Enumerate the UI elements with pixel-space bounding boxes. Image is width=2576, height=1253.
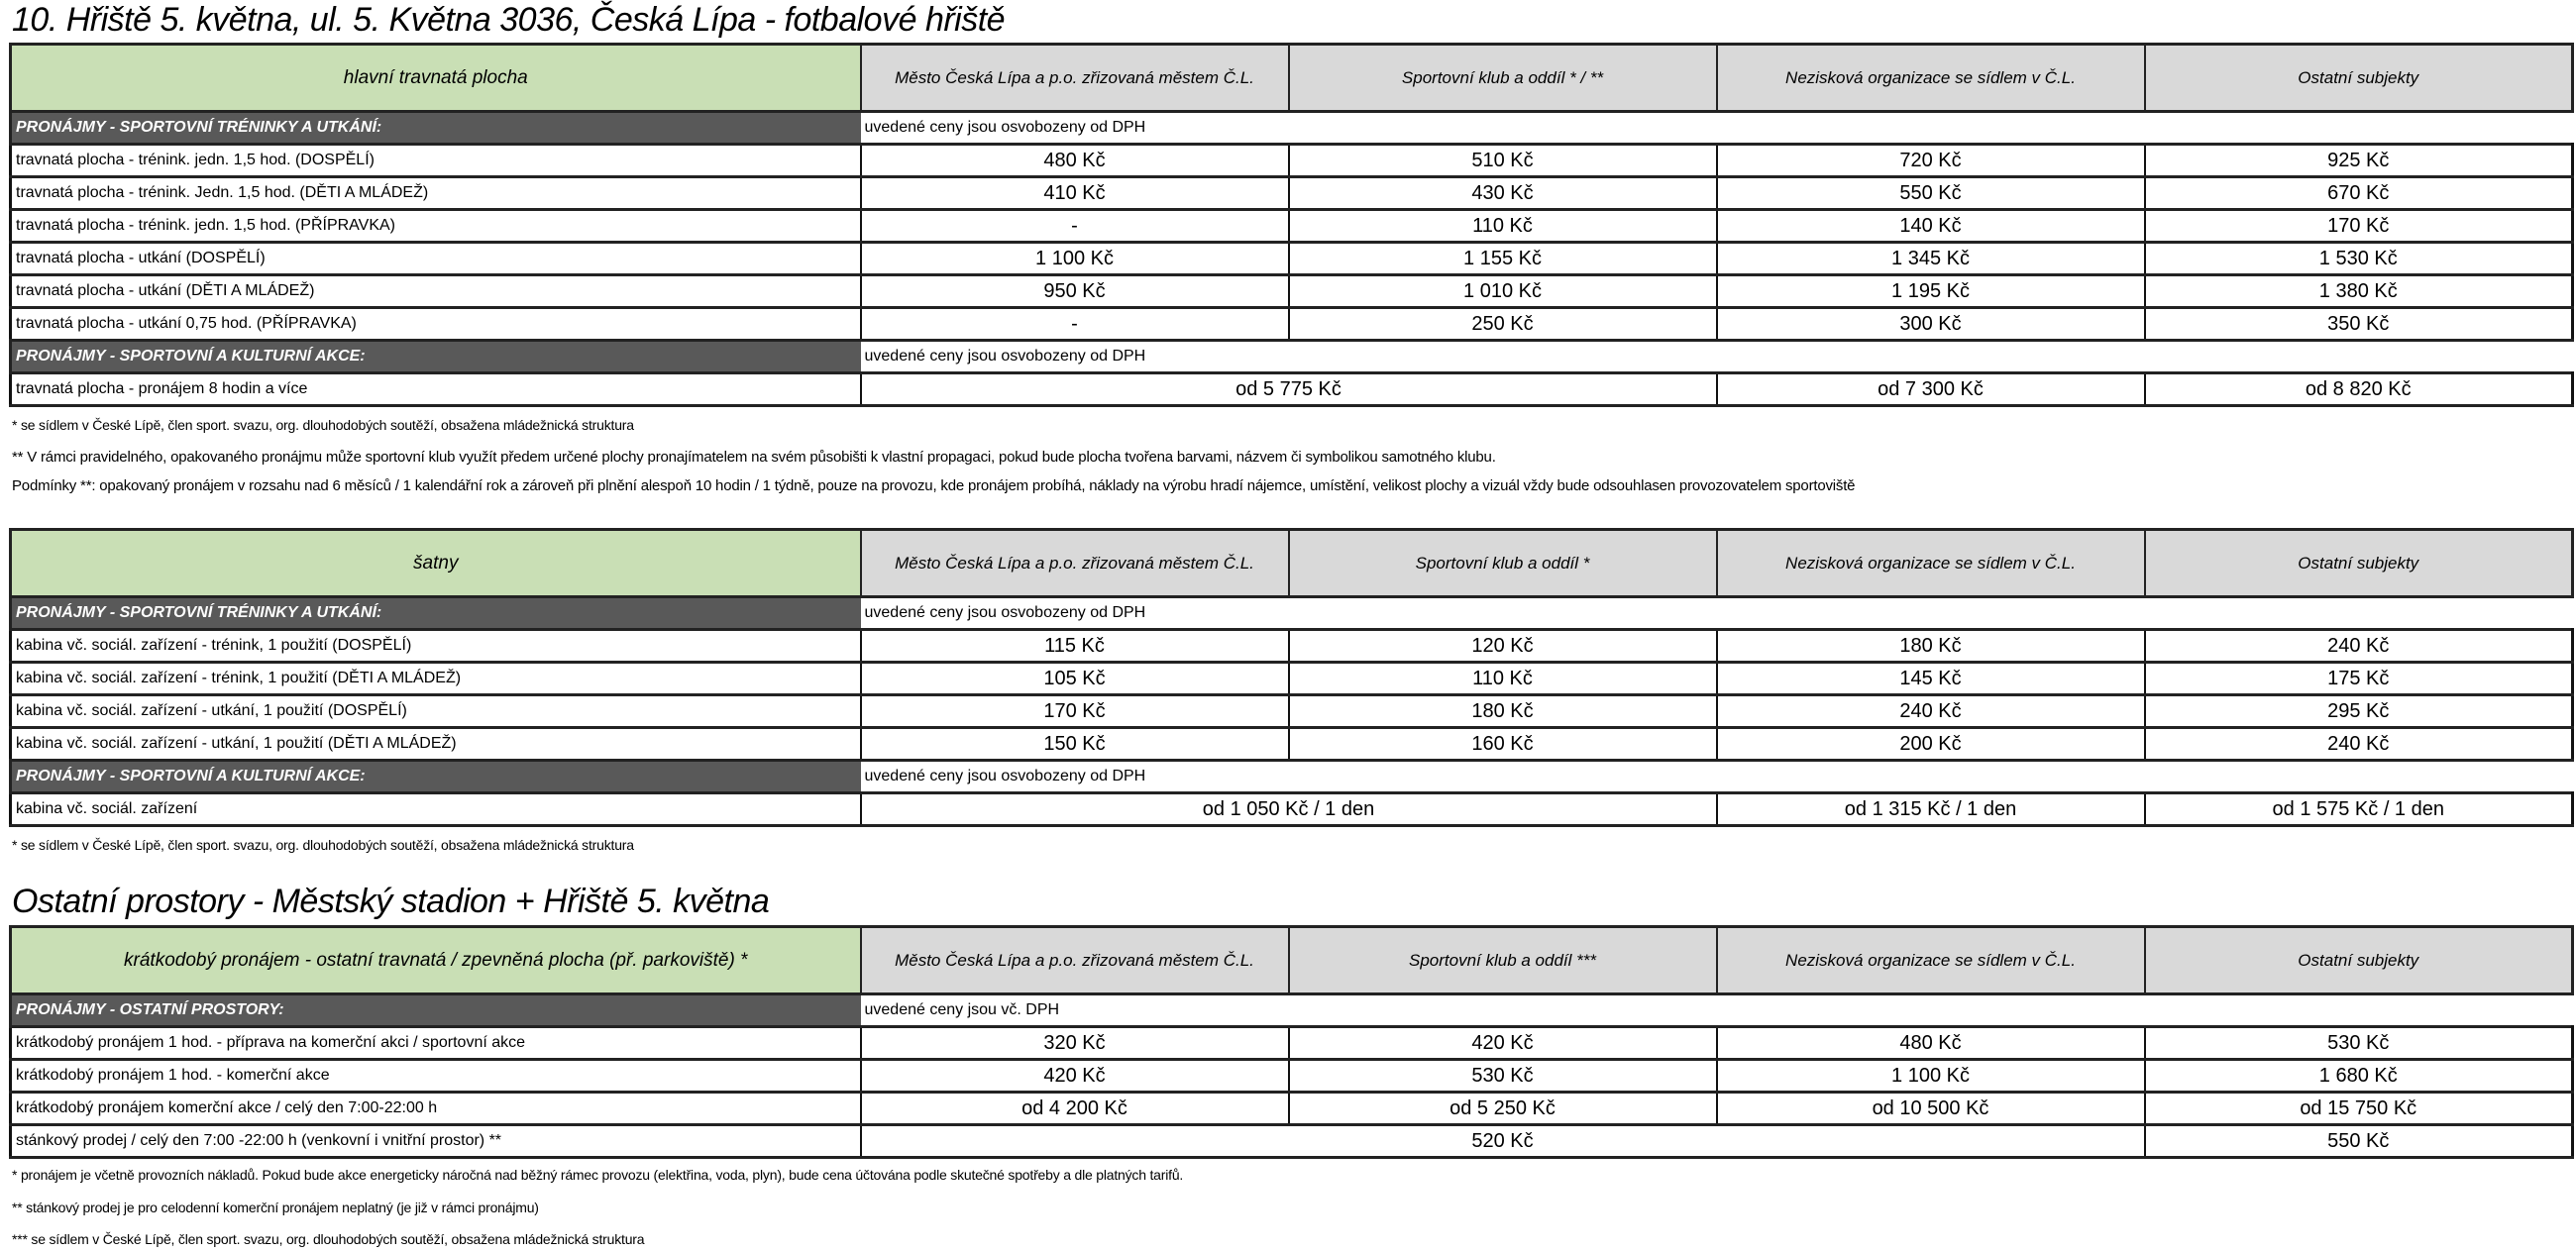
price-cell: 240 Kč xyxy=(2145,728,2573,761)
price-cell: - xyxy=(861,308,1289,341)
price-cell: 110 Kč xyxy=(1289,210,1717,243)
price-cell: 1 345 Kč xyxy=(1717,243,2145,275)
group-label: PRONÁJMY - SPORTOVNÍ TRÉNINKY A UTKÁNÍ: xyxy=(11,112,861,145)
row-label: kabina vč. sociál. zařízení - utkání, 1 použití (DOSPĚLÍ) xyxy=(11,695,861,728)
table-header-row xyxy=(11,927,2573,994)
price-cell: 410 Kč xyxy=(861,177,1289,210)
price-cell: 510 Kč xyxy=(1289,145,1717,177)
price-cell: od 1 315 Kč / 1 den xyxy=(1717,793,2145,826)
table-row xyxy=(11,728,2573,761)
table-row xyxy=(11,177,2573,210)
price-cell: 1 010 Kč xyxy=(1289,275,1717,308)
vat-note: uvedené ceny jsou osvobozeny od DPH xyxy=(861,761,2573,793)
group-label: PRONÁJMY - SPORTOVNÍ A KULTURNÍ AKCE: xyxy=(11,761,861,793)
section-title-football-field: 10. Hřiště 5. května, ul. 5. Května 3036, Česká Lípa - fotbalové hřiště xyxy=(12,1,1006,39)
price-cell: 520 Kč xyxy=(861,1125,2145,1158)
header-sports-club: Sportovní klub a oddíl *** xyxy=(1289,927,1717,994)
price-cell: 550 Kč xyxy=(2145,1125,2573,1158)
price-cell: od 7 300 Kč xyxy=(1717,373,2145,406)
price-cell: od 5 775 Kč xyxy=(861,373,1717,406)
header-nonprofit: Nezisková organizace se sídlem v Č.L. xyxy=(1717,45,2145,112)
price-cell: 240 Kč xyxy=(2145,630,2573,663)
vat-note: uvedené ceny jsou osvobozeny od DPH xyxy=(861,597,2573,630)
table-row xyxy=(11,308,2573,341)
price-cell: od 8 820 Kč xyxy=(2145,373,2573,406)
price-cell: 240 Kč xyxy=(1717,695,2145,728)
table-row xyxy=(11,630,2573,663)
price-cell: 420 Kč xyxy=(1289,1027,1717,1060)
price-cell: 145 Kč xyxy=(1717,663,2145,695)
price-cell: 1 380 Kč xyxy=(2145,275,2573,308)
group-label: PRONÁJMY - OSTATNÍ PROSTORY: xyxy=(11,994,861,1027)
group-header-row xyxy=(11,597,2573,630)
price-cell: 115 Kč xyxy=(861,630,1289,663)
header-city: Město Česká Lípa a p.o. zřizovaná městem Č.L. xyxy=(861,45,1289,112)
price-cell: 1 530 Kč xyxy=(2145,243,2573,275)
group-header-row xyxy=(11,994,2573,1027)
footnote: ** stánkový prodej je pro celodenní komerční pronájem neplatný (je již v rámci pronájmu) xyxy=(12,1200,539,1215)
table-header-row xyxy=(11,530,2573,597)
section-title-other-spaces: Ostatní prostory - Městský stadion + Hřiště 5. května xyxy=(12,883,770,920)
table-row xyxy=(11,243,2573,275)
table-row xyxy=(11,695,2573,728)
price-table-main-grass-field xyxy=(9,43,2574,407)
table-row xyxy=(11,1027,2573,1060)
row-label: kabina vč. sociál. zařízení - trénink, 1 použití (DOSPĚLÍ) xyxy=(11,630,861,663)
footnote: *** se sídlem v České Lípě, člen sport. svazu, org. dlouhodobých soutěží, obsažena mládežnická struktura xyxy=(12,1231,645,1247)
price-cell: 950 Kč xyxy=(861,275,1289,308)
price-cell: od 4 200 Kč xyxy=(861,1093,1289,1125)
price-cell: od 15 750 Kč xyxy=(2145,1093,2573,1125)
price-cell: 430 Kč xyxy=(1289,177,1717,210)
price-table-other-spaces xyxy=(9,925,2574,1159)
price-cell: 350 Kč xyxy=(2145,308,2573,341)
price-cell: - xyxy=(861,210,1289,243)
footnote: * se sídlem v České Lípě, člen sport. svazu, org. dlouhodobých soutěží, obsažena mládežnická struktura xyxy=(12,417,634,433)
vat-note: uvedené ceny jsou vč. DPH xyxy=(861,994,2573,1027)
row-label: krátkodobý pronájem komerční akce / celý den 7:00-22:00 h xyxy=(11,1093,861,1125)
price-cell: 110 Kč xyxy=(1289,663,1717,695)
price-cell: 200 Kč xyxy=(1717,728,2145,761)
price-cell: 1 100 Kč xyxy=(1717,1060,2145,1093)
price-cell: 250 Kč xyxy=(1289,308,1717,341)
row-label: travnatá plocha - trénink. jedn. 1,5 hod. (DOSPĚLÍ) xyxy=(11,145,861,177)
price-cell: 320 Kč xyxy=(861,1027,1289,1060)
price-cell: 925 Kč xyxy=(2145,145,2573,177)
row-label: travnatá plocha - trénink. Jedn. 1,5 hod. (DĚTI A MLÁDEŽ) xyxy=(11,177,861,210)
price-cell: od 10 500 Kč xyxy=(1717,1093,2145,1125)
footnote: * pronájem je včetně provozních nákladů. Pokud bude akce energeticky náročná nad běžný rámec provozu (elektřina, voda, plyn), bude cena účtována podle skutečné spotřeby a dle platných tarifů. xyxy=(12,1167,1184,1183)
table-row xyxy=(11,210,2573,243)
header-category: krátkodobý pronájem - ostatní travnatá / zpevněná plocha (př. parkoviště) * xyxy=(11,927,861,994)
footnote: * se sídlem v České Lípě, člen sport. svazu, org. dlouhodobých soutěží, obsažena mládežnická struktura xyxy=(12,837,634,853)
price-cell: 1 195 Kč xyxy=(1717,275,2145,308)
row-label: travnatá plocha - utkání 0,75 hod. (PŘÍPRAVKA) xyxy=(11,308,861,341)
price-cell: 170 Kč xyxy=(2145,210,2573,243)
header-nonprofit: Nezisková organizace se sídlem v Č.L. xyxy=(1717,927,2145,994)
row-label: krátkodobý pronájem 1 hod. - komerční akce xyxy=(11,1060,861,1093)
price-table-changing-rooms xyxy=(9,528,2574,827)
row-label: kabina vč. sociál. zařízení - utkání, 1 použití (DĚTI A MLÁDEŽ) xyxy=(11,728,861,761)
price-cell: 530 Kč xyxy=(1289,1060,1717,1093)
row-label: travnatá plocha - trénink. jedn. 1,5 hod. (PŘÍPRAVKA) xyxy=(11,210,861,243)
vat-note: uvedené ceny jsou osvobozeny od DPH xyxy=(861,341,2573,373)
price-cell: od 5 250 Kč xyxy=(1289,1093,1717,1125)
row-label: travnatá plocha - pronájem 8 hodin a více xyxy=(11,373,861,406)
price-cell: 480 Kč xyxy=(861,145,1289,177)
price-cell: 720 Kč xyxy=(1717,145,2145,177)
group-header-row xyxy=(11,112,2573,145)
table-row xyxy=(11,1093,2573,1125)
vat-note: uvedené ceny jsou osvobozeny od DPH xyxy=(861,112,2573,145)
price-cell: 180 Kč xyxy=(1289,695,1717,728)
table-row xyxy=(11,1060,2573,1093)
group-label: PRONÁJMY - SPORTOVNÍ TRÉNINKY A UTKÁNÍ: xyxy=(11,597,861,630)
row-label: travnatá plocha - utkání (DĚTI A MLÁDEŽ) xyxy=(11,275,861,308)
table-row xyxy=(11,663,2573,695)
price-cell: od 1 050 Kč / 1 den xyxy=(861,793,1717,826)
footnote: ** V rámci pravidelného, opakovaného pronájmu může sportovní klub využít předem určené plochy pronajímatelem na svém působišti k vlastní propagaci, pokud bude plocha tvořena barvami, názvem či symbolikou samotného klubu. xyxy=(12,449,1496,466)
row-label: krátkodobý pronájem 1 hod. - příprava na komerční akci / sportovní akce xyxy=(11,1027,861,1060)
header-category: hlavní travnatá plocha xyxy=(11,45,861,112)
footnote: Podmínky **: opakovaný pronájem v rozsahu nad 6 měsíců / 1 kalendářní rok a zároveň při plnění alespoň 10 hodin / 1 týdně, pouze na provozu, kde pronájem probíhá, náklady na výrobu hradí nájemce, umístění, velikost plochy a vizuál vždy bude odsouhlasen provozovatelem sportoviště xyxy=(12,477,1856,494)
header-nonprofit: Nezisková organizace se sídlem v Č.L. xyxy=(1717,530,2145,597)
header-city: Město Česká Lípa a p.o. zřizovaná městem Č.L. xyxy=(861,530,1289,597)
table-row xyxy=(11,373,2573,406)
price-cell: 180 Kč xyxy=(1717,630,2145,663)
price-cell: 530 Kč xyxy=(2145,1027,2573,1060)
header-other: Ostatní subjekty xyxy=(2145,45,2573,112)
table-header-row xyxy=(11,45,2573,112)
group-header-row xyxy=(11,761,2573,793)
price-cell: 1 100 Kč xyxy=(861,243,1289,275)
header-other: Ostatní subjekty xyxy=(2145,530,2573,597)
price-cell: 150 Kč xyxy=(861,728,1289,761)
table-row xyxy=(11,145,2573,177)
price-cell: 160 Kč xyxy=(1289,728,1717,761)
header-category: šatny xyxy=(11,530,861,597)
header-sports-club: Sportovní klub a oddíl * xyxy=(1289,530,1717,597)
header-sports-club: Sportovní klub a oddíl * / ** xyxy=(1289,45,1717,112)
price-cell: 175 Kč xyxy=(2145,663,2573,695)
price-cell: 1 680 Kč xyxy=(2145,1060,2573,1093)
price-cell: od 1 575 Kč / 1 den xyxy=(2145,793,2573,826)
price-cell: 140 Kč xyxy=(1717,210,2145,243)
row-label: kabina vč. sociál. zařízení xyxy=(11,793,861,826)
price-cell: 480 Kč xyxy=(1717,1027,2145,1060)
header-city: Město Česká Lípa a p.o. zřizovaná městem Č.L. xyxy=(861,927,1289,994)
table-row xyxy=(11,1125,2573,1158)
row-label: travnatá plocha - utkání (DOSPĚLÍ) xyxy=(11,243,861,275)
price-cell: 1 155 Kč xyxy=(1289,243,1717,275)
group-label: PRONÁJMY - SPORTOVNÍ A KULTURNÍ AKCE: xyxy=(11,341,861,373)
price-cell: 420 Kč xyxy=(861,1060,1289,1093)
price-cell: 120 Kč xyxy=(1289,630,1717,663)
price-cell: 300 Kč xyxy=(1717,308,2145,341)
price-cell: 295 Kč xyxy=(2145,695,2573,728)
group-header-row xyxy=(11,341,2573,373)
row-label: kabina vč. sociál. zařízení - trénink, 1 použití (DĚTI A MLÁDEŽ) xyxy=(11,663,861,695)
table-row xyxy=(11,275,2573,308)
price-cell: 550 Kč xyxy=(1717,177,2145,210)
header-other: Ostatní subjekty xyxy=(2145,927,2573,994)
price-cell: 170 Kč xyxy=(861,695,1289,728)
row-label: stánkový prodej / celý den 7:00 -22:00 h (venkovní i vnitřní prostor) ** xyxy=(11,1125,861,1158)
price-cell: 670 Kč xyxy=(2145,177,2573,210)
table-row xyxy=(11,793,2573,826)
price-cell: 105 Kč xyxy=(861,663,1289,695)
